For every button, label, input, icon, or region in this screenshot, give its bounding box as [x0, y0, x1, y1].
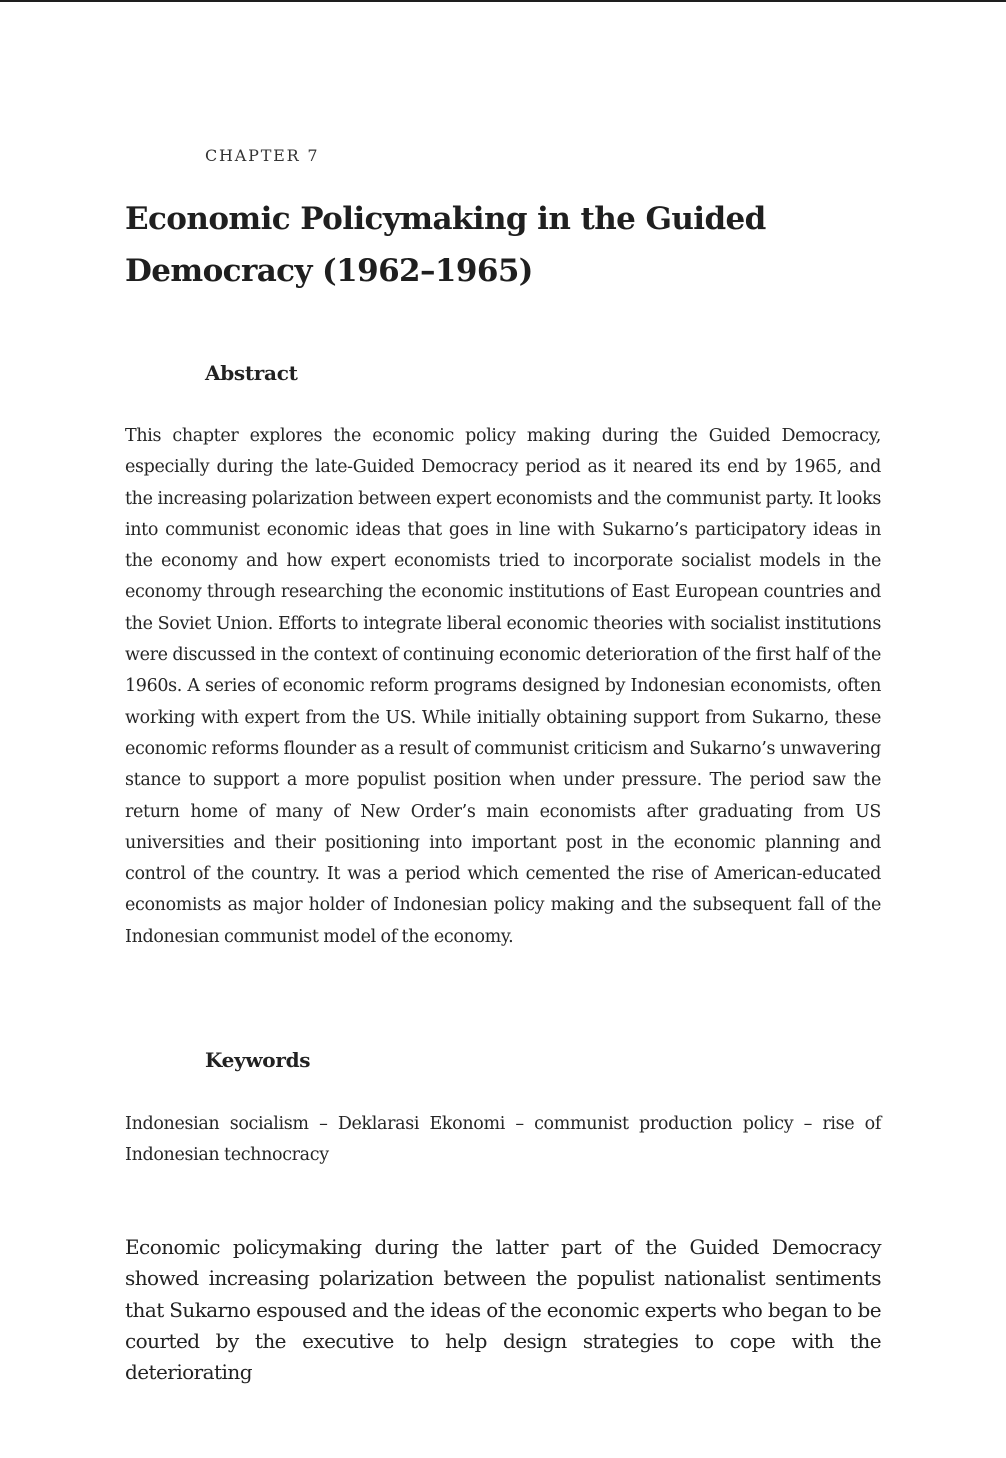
body-opening-paragraph: Economic policymaking during the latter part of the Guided Democracy showed increasing polarization between the populist nationalist sentiments that Sukarno espoused and the ideas of the economic experts who began to be courted by the executive to help design strategies to cope with the deteriorating — [125, 1235, 881, 1385]
abstract-paragraph: This chapter explores the economic policy making during the Guided Democracy, especially during the late-Guided Democracy period as it neared its end by 1965, and the increasing polarization between expert economists and the communist party. It looks into communist economic ideas that goes in line with Sukarno’s participatory ideas in the economy and how expert economists tried to incorporate socialist models in the economy through researching the economic institutions of East European countries and the Soviet Union. Efforts to integrate liberal economic theories with socialist institutions were discussed in the context of continuing economic deterioration of the first half of the 1960s. A series of economic reform programs designed by Indonesian economists, often working with expert from the US. While initially obtaining support from Sukarno, these economic reforms flounder as a result of communist criticism and Sukarno’s unwavering stance to support a more populist position when under pressure. The period saw the return home of many of New Order’s main economists after graduating from US universities and their positioning into important post in the economic planning and control of the country. It was a period which cemented the rise of American-educated economists as major holder of Indonesian policy making and the subsequent fall of the Indonesian communist model of the economy. — [125, 426, 881, 947]
keywords-list: Indonesian socialism – Deklarasi Ekonomi – communist production policy – rise of Indonesian technocracy — [125, 1114, 881, 1166]
chapter-label: CHAPTER 7 — [205, 146, 320, 165]
abstract-heading: Abstract — [205, 361, 298, 385]
chapter-title: Economic Policymaking in the Guided Democracy (1962–1965) — [125, 201, 766, 289]
keywords-heading: Keywords — [205, 1048, 311, 1072]
top-border-rule — [0, 0, 1006, 2]
